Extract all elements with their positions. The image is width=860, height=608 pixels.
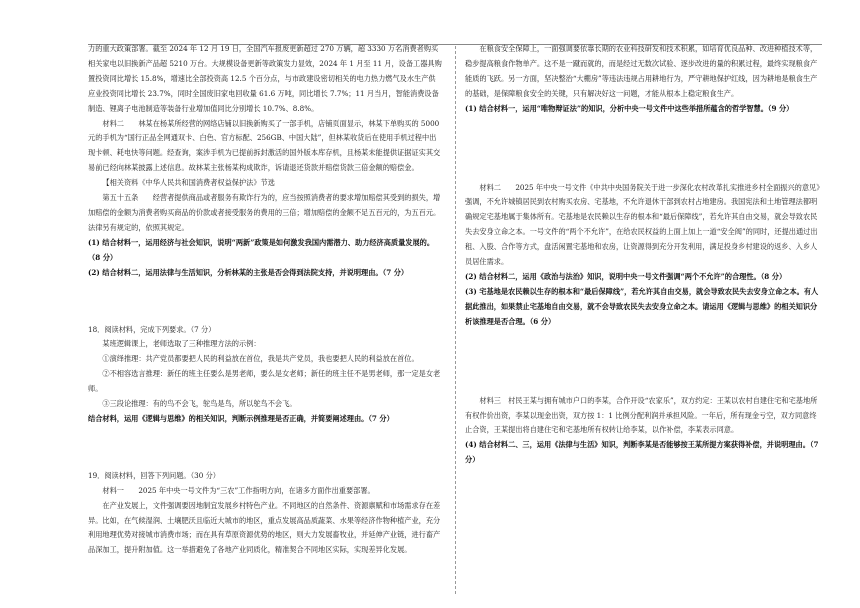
answer-space	[88, 427, 442, 469]
question-18-prompt: 结合材料，运用《逻辑与思维》的相关知识，判断示例推理是否正确，并简要阐述理由。（7 分）	[88, 413, 394, 423]
question-18-heading: 18．阅读材料，完成下列要求。（7 分）	[88, 324, 216, 334]
question-18-example-3: ③三段论推理：有的鸟不会飞，鸵鸟是鸟，所以鸵鸟不会飞。	[102, 399, 297, 409]
left-column	[88, 42, 442, 558]
right-column	[465, 42, 821, 468]
question-19-3: (3) 宅基地是农民赖以生存的根本和“最后保障线”，若允许其自由交易，就会导致农民失去安身立命之本。有人据此推出，如果禁止宅基地自由交易，就不会导致农民失去安身立命之本。请运用《逻辑与思维》的相关知识分析该推理是否合理。（6 分）	[465, 286, 819, 326]
answer-space	[465, 330, 821, 394]
question-19-material-three: 材料三 村民王某与拥有城市户口的李某，合作开设“农家乐”，双方约定：王某以农村自建住宅和宅基地所有权作价出资，李某以现金出资，双方按 1：1 比例分配利润并承担风险。一年后，所有现金亏空，双方同意终止合资，王某提出将自建住宅和宅基地所有权转让给李某，以作补偿，李某表示同意。	[465, 395, 818, 435]
question-19-1: (1) 结合材料一，运用“唯物辩证法”的知识，分析中央一号文件中这些举措所蕴含的哲学智慧。（9 分）	[465, 103, 794, 113]
material-two-reference-title: 【相关资料《中华人民共和国消费者权益保护法》节选	[102, 178, 275, 188]
answer-space	[465, 117, 821, 181]
question-19-material-one: 材料一 2025 年中央一号文件为“三农”工作指明方向，在诸多方面作出重要部署。	[102, 485, 375, 495]
question-18-intro: 某班逻辑课上，老师选取了三种推理方法的示例：	[102, 339, 261, 349]
question-19-heading: 19．阅读材料，回答下列问题。（30 分）	[88, 470, 220, 480]
material-one-food-security: 在粮食安全保障上，一面强调要依靠长期的农业科技研发和技术积累，如培育优良品种、改进种植技术等，稳步提高粮食作物单产。这不是一蹴而就的，而是经过无数次试验、逐步改进的量的积累过程，最终实现粮食产能质的飞跃。另一方面，坚决整治“大棚房”等违法违规占用耕地行为，严守耕地保护红线，因为耕地是粮食生产的基础，是保障粮食安全的关键，只有解决好这一问题，才能从根本上稳定粮食生产。	[465, 44, 818, 98]
column-separator	[455, 46, 456, 594]
question-18-example-1: ①演绎推理：共产党员都要把人民的利益放在首位，我是共产党员，我也要把人民的利益放在首位。	[102, 354, 419, 364]
question-17-2: (2) 结合材料二，运用法律与生活知识，分析林某的主张是否会得到法院支持，并说明理由。（7 分）	[88, 267, 409, 277]
question-19-2: (2) 结合材料二，运用《政治与法治》知识，说明中央一号文件强调“两个不允许”的合理性。（8 分）	[465, 271, 787, 281]
material-one-continued: 力的重大政策部署。截至 2024 年 12 月 19 日，全国汽车报废更新超过 270 万辆，超 3330 万名消费者购买相关家电以旧换新产品超 5210 万台。大规模设备更新等政策发力显效，2024 年 1 月至 11 月，设备工器具购置投资同比增长 15.8%，增速比全部投资高 12.5 个百分点，与市政建设密切相关的电力热力燃气及水生产供应业投资同比增长 23.7%，同时全国废旧家电回收量 61.6 万吨，同比增长 7.7%；11 月当月，智能消费设备制造、锂离子电池制造等装备行业增加值同比分别增长 10.7%、8.8%。	[88, 44, 442, 113]
question-19-4: (4) 结合材料二、三，运用《法律与生活》知识，判断李某是否能够按王某所提方案获得补偿，并说明理由。（7 分）	[465, 440, 819, 465]
question-19-material-one-body: 在产业发展上，文件强调要因地制宜发展乡村特色产业。不同地区的自然条件、资源禀赋和市场需求存在差异。比如，在气候湿润、土壤肥沃且临近大城市的地区，重点发展高品质蔬菜、水果等经济作物种植产业，充分利用地理优势对接城市消费市场；而在具有草原资源优势的地区，则大力发展畜牧业，并延伸产业链，进行畜产品深加工，提升附加值。这一举措避免了各地产业同质化，精准契合不同地区实际，实现差异化发展。	[88, 500, 441, 555]
material-two: 材料二 林某在杨某所经营的网络店铺以旧换新购买了一部手机，店铺页面显示，林某下单购买的 5000 元的手机为“国行正品全网通双卡、白色、官方标配、256GB、中国大陆”，但林某收货后在使用手机过程中出现卡顿、耗电快等问题。经查询，案涉手机为已提前拆封激活的国外版本库存机，且杨某未能提供证据证实其交易前已经向林某披露上述信息。故林某主张杨某构成欺诈，诉请退还货款并赔偿货款三倍金额的赔偿金。	[88, 118, 441, 173]
answer-space	[88, 281, 442, 323]
question-19-material-two: 材料二 2025 年中央一号文件《中共中央国务院关于进一步深化农村改革扎实推进乡村全面振兴的意见》强调，不允许城镇居民到农村购买农房、宅基地，不允许退休干部到农村占地建房。我国宪法和土地管理法都明确规定宅基地属于集体所有。宅基地是农民赖以生存的根本和“最后保障线”，若允许其自由交易，就会导致农民失去安身立命之本。一号文件的“两个不允许”，在给农民权益的上面上加上一道“安全阀”的同时，还提出通过出租、入股、合作等方式，盘活闲置宅基地和农房，让资源得到充分开发利用，满足投身乡村建设的返乡、入乡人员居住需求。	[465, 182, 820, 267]
question-18-example-2: ②不相容选言推理：新任的班主任要么是男老师，要么是女老师；新任的班主任不是男老师，那一定是女老师。	[88, 369, 441, 394]
question-17-1: (1) 结合材料一，运用经济与社会知识，说明“两新”政策是如何激发我国内需潜力、助力经济高质量发展的。（8 分）	[88, 237, 435, 262]
material-two-reference-article: 第五十五条 经营者提供商品或者服务有欺诈行为的，应当按照消费者的要求增加赔偿其受到的损失，增加赔偿的金额为消费者购买商品的价款或者接受服务的费用的三倍；增加赔偿的金额不足五百元的，为五百元。法律另有规定的，依照其规定。	[88, 193, 441, 232]
